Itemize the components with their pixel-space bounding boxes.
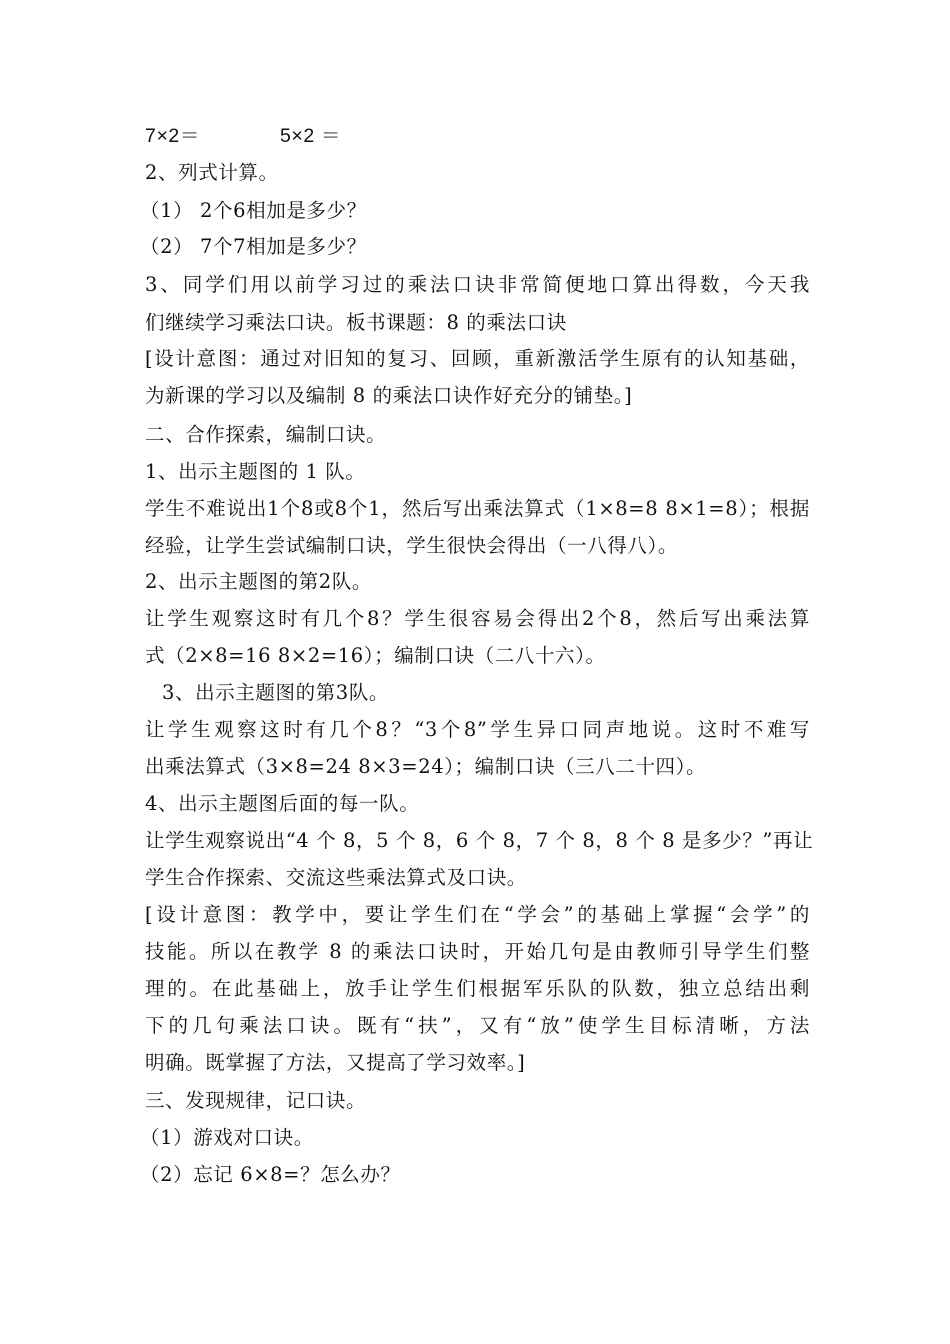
section-heading: 三、发现规律，记口诀。 — [145, 1089, 367, 1112]
paragraph-line: 们继续学习乘法口诀。板书课题：8 的乘法口诀 — [145, 311, 567, 334]
step-heading: 1、出示主题图的 1 队。 — [145, 460, 366, 483]
design-intent-line: 技能。所以在教学 8 的乘法口诀时，开始几句是由教师引导学生们整 — [145, 940, 810, 963]
design-intent-line: [设计意图：通过对旧知的复习、回顾，重新激活学生原有的认知基础， — [145, 347, 810, 370]
paragraph-line: 经验，让学生尝试编制口诀，学生很快会得出（一八得八）。 — [145, 534, 678, 557]
paragraph-line: 出乘法算式（3×8=24 8×3=24）；编制口诀（三八二十四）。 — [145, 755, 707, 778]
paragraph-line: 学生不难说出1个8或8个1，然后写出乘法算式（1×8=8 8×1=8）；根据 — [145, 497, 810, 520]
design-intent-line: 下的几句乘法口诀。既有“扶”，又有“放”使学生目标清晰，方法 — [145, 1014, 810, 1037]
step-heading: 3、出示主题图的第3队。 — [162, 681, 390, 704]
design-intent-line: 理的。在此基础上，放手让学生们根据军乐队的队数，独立总结出剩 — [145, 977, 810, 1000]
paragraph-line: 让学生观察说出“4 个 8，5 个 8，6 个 8，7 个 8，8 个 8 是多少？”再让 — [145, 829, 814, 852]
exercise-5x2: 5×2 ＝ — [279, 125, 341, 147]
paragraph-line: 3、同学们用以前学习过的乘法口诀非常简便地口算出得数，今天我 — [145, 273, 810, 296]
exercise-7x2: 7×2＝ — [145, 125, 200, 147]
design-intent-line: [设计意图：教学中，要让学生们在“学会”的基础上掌握“会学”的 — [145, 903, 810, 926]
section-heading: 2、列式计算。 — [145, 161, 279, 184]
question-item: （1） 2个6相加是多少？ — [140, 199, 367, 222]
question-item: （2） 7个7相加是多少？ — [140, 235, 367, 258]
section-heading: 二、合作探索，编制口诀。 — [145, 423, 387, 446]
paragraph-line: 让学生观察这时有几个8？“3个8”学生异口同声地说。这时不难写 — [145, 718, 810, 741]
list-item: （1）游戏对口诀。 — [140, 1126, 314, 1149]
step-heading: 4、出示主题图后面的每一队。 — [145, 792, 420, 815]
design-intent-line: 为新课的学习以及编制 8 的乘法口诀作好充分的铺垫。] — [145, 384, 633, 407]
exercise-line — [145, 123, 810, 149]
paragraph-line: 让学生观察这时有几个8？学生很容易会得出2个8，然后写出乘法算 — [145, 607, 810, 630]
paragraph-line: 式（2×8=16 8×2=16）；编制口诀（二八十六）。 — [145, 644, 606, 667]
design-intent-line: 明确。既掌握了方法，又提高了学习效率。] — [145, 1051, 526, 1074]
list-item: （2）忘记 6×8=？怎么办？ — [140, 1163, 401, 1186]
step-heading: 2、出示主题图的第2队。 — [145, 570, 373, 593]
paragraph-line: 学生合作探索、交流这些乘法算式及口诀。 — [145, 866, 527, 889]
